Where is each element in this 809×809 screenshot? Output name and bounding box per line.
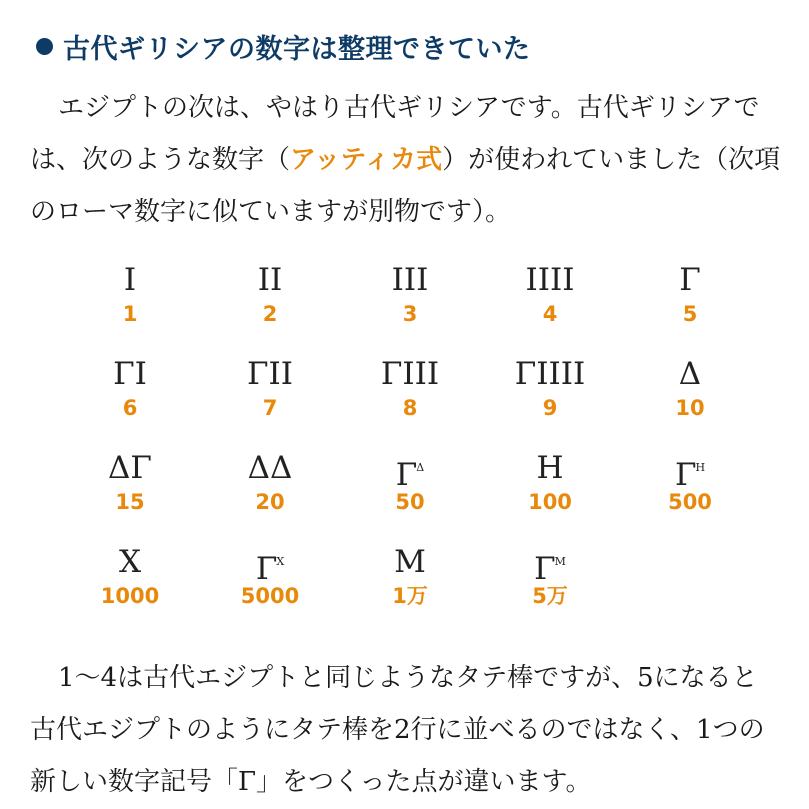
numeral-glyph: [108, 446, 152, 490]
numeral-cell: [340, 352, 480, 446]
numeral-symbol: ΔΓ: [108, 450, 152, 486]
numeral-glyph: [381, 352, 439, 396]
numeral-cell: [200, 258, 340, 352]
numeral-value: 9: [542, 396, 558, 420]
section-heading: [36, 26, 531, 66]
numeral-symbol: Γ: [674, 457, 697, 493]
numeral-cell: [60, 446, 200, 540]
outro-line-3: 新しい数字記号「Γ」をつくった点が違います。: [30, 767, 592, 797]
numeral-glyph: [515, 352, 586, 396]
numeral-superscript: Χ: [276, 555, 285, 568]
numeral-symbol: Η: [536, 450, 564, 486]
numeral-cell: [340, 446, 480, 540]
intro-line-2: [30, 134, 790, 186]
numeral-glyph: [395, 446, 425, 493]
numeral-glyph: [124, 258, 136, 302]
numeral-value: 100: [528, 490, 572, 514]
numeral-cell: [480, 352, 620, 446]
numeral-symbol: ΙΙΙΙ: [525, 262, 575, 298]
numeral-superscript: Η: [695, 461, 706, 474]
numeral-cell: [620, 446, 760, 540]
numeral-cell: [340, 258, 480, 352]
bullet-icon: [36, 38, 53, 55]
intro-line-1: エジプトの次は、やはり古代ギリシアです。古代ギリシアで: [58, 93, 760, 123]
numeral-value: 1: [122, 302, 138, 326]
numeral-value: 5000: [240, 584, 300, 608]
numeral-symbol: ΙΙ: [257, 262, 283, 298]
numeral-glyph: [392, 258, 429, 302]
numeral-value: 15: [115, 490, 145, 514]
numeral-glyph: [394, 540, 426, 584]
numeral-cell: [200, 352, 340, 446]
numeral-value: 1000: [100, 584, 160, 608]
numeral-glyph: [679, 352, 701, 396]
numeral-symbol: Γ: [679, 262, 701, 298]
numeral-glyph: [534, 540, 566, 587]
numeral-cell: [200, 446, 340, 540]
numeral-symbol: Γ: [534, 551, 556, 587]
numeral-value: 8: [402, 396, 418, 420]
numeral-glyph: [247, 352, 293, 396]
attic-numeral-table: [60, 258, 760, 634]
outro-line-2: 古代エジプトのようにタテ棒を2行に並べるのではなく、1つの: [30, 715, 765, 745]
numeral-glyph: [119, 540, 141, 584]
numeral-value: 500: [668, 490, 712, 514]
numeral-cell: [200, 540, 340, 634]
numeral-symbol: Δ: [678, 356, 702, 392]
intro-line-3: のローマ数字に似ていますが別物です）。: [30, 197, 512, 227]
numeral-glyph: [536, 446, 563, 490]
numeral-symbol: ΓΙΙ: [246, 356, 293, 392]
section-title: 古代ギリシアの数字は整理できていた: [63, 33, 531, 65]
numeral-symbol: ΓΙ: [113, 356, 147, 392]
numeral-symbol: ΔΔ: [247, 450, 293, 486]
numeral-glyph: [113, 352, 147, 396]
numeral-symbol: ΓΙΙΙ: [380, 356, 440, 392]
outro-line-1: 1～4は古代エジプトと同じようなタテ棒ですが、5になると: [58, 663, 758, 693]
numeral-glyph: [258, 258, 283, 302]
numeral-glyph: [526, 258, 575, 302]
numeral-glyph: [255, 540, 285, 587]
numeral-cell: [60, 258, 200, 352]
numeral-value: 7: [262, 396, 278, 420]
numeral-value: 10: [675, 396, 705, 420]
numeral-cell: [60, 540, 200, 634]
numeral-cell: [480, 258, 620, 352]
numeral-glyph: [248, 446, 293, 490]
numeral-cell: [60, 352, 200, 446]
numeral-cell: [620, 258, 760, 352]
numeral-value: 6: [122, 396, 138, 420]
numeral-cell: [340, 540, 480, 634]
numeral-symbol: ΓΙΙΙΙ: [514, 356, 586, 392]
numeral-glyph: [679, 258, 701, 302]
numeral-superscript: Δ: [416, 461, 425, 474]
numeral-glyph: [674, 446, 706, 493]
numeral-symbol: ΙΙΙ: [391, 262, 429, 298]
numeral-value: 2: [262, 302, 278, 326]
numeral-symbol: Χ: [118, 544, 142, 580]
numeral-value: 5万: [532, 584, 568, 608]
numeral-cell: [480, 540, 620, 634]
numeral-symbol: Γ: [255, 551, 278, 587]
intro-line-2-end: ）が使われていました（次項: [442, 145, 781, 175]
numeral-value: 20: [255, 490, 285, 514]
outro-paragraph: [30, 652, 790, 808]
numeral-cell: [480, 446, 620, 540]
intro-paragraph: [30, 82, 790, 238]
numeral-symbol: Γ: [395, 457, 418, 493]
numeral-value: 50: [395, 490, 425, 514]
numeral-cell: [620, 352, 760, 446]
numeral-value: 1万: [392, 584, 428, 608]
numeral-superscript: Μ: [554, 555, 566, 568]
numeral-value: 5: [682, 302, 698, 326]
numeral-value: 3: [402, 302, 418, 326]
numeral-symbol: Ι: [123, 262, 137, 298]
numeral-value: 4: [542, 302, 558, 326]
intro-line-2-start: は、次のような数字（: [30, 145, 291, 175]
numeral-symbol: Μ: [394, 544, 426, 580]
attic-numerals-term: アッティカ式: [290, 145, 443, 175]
